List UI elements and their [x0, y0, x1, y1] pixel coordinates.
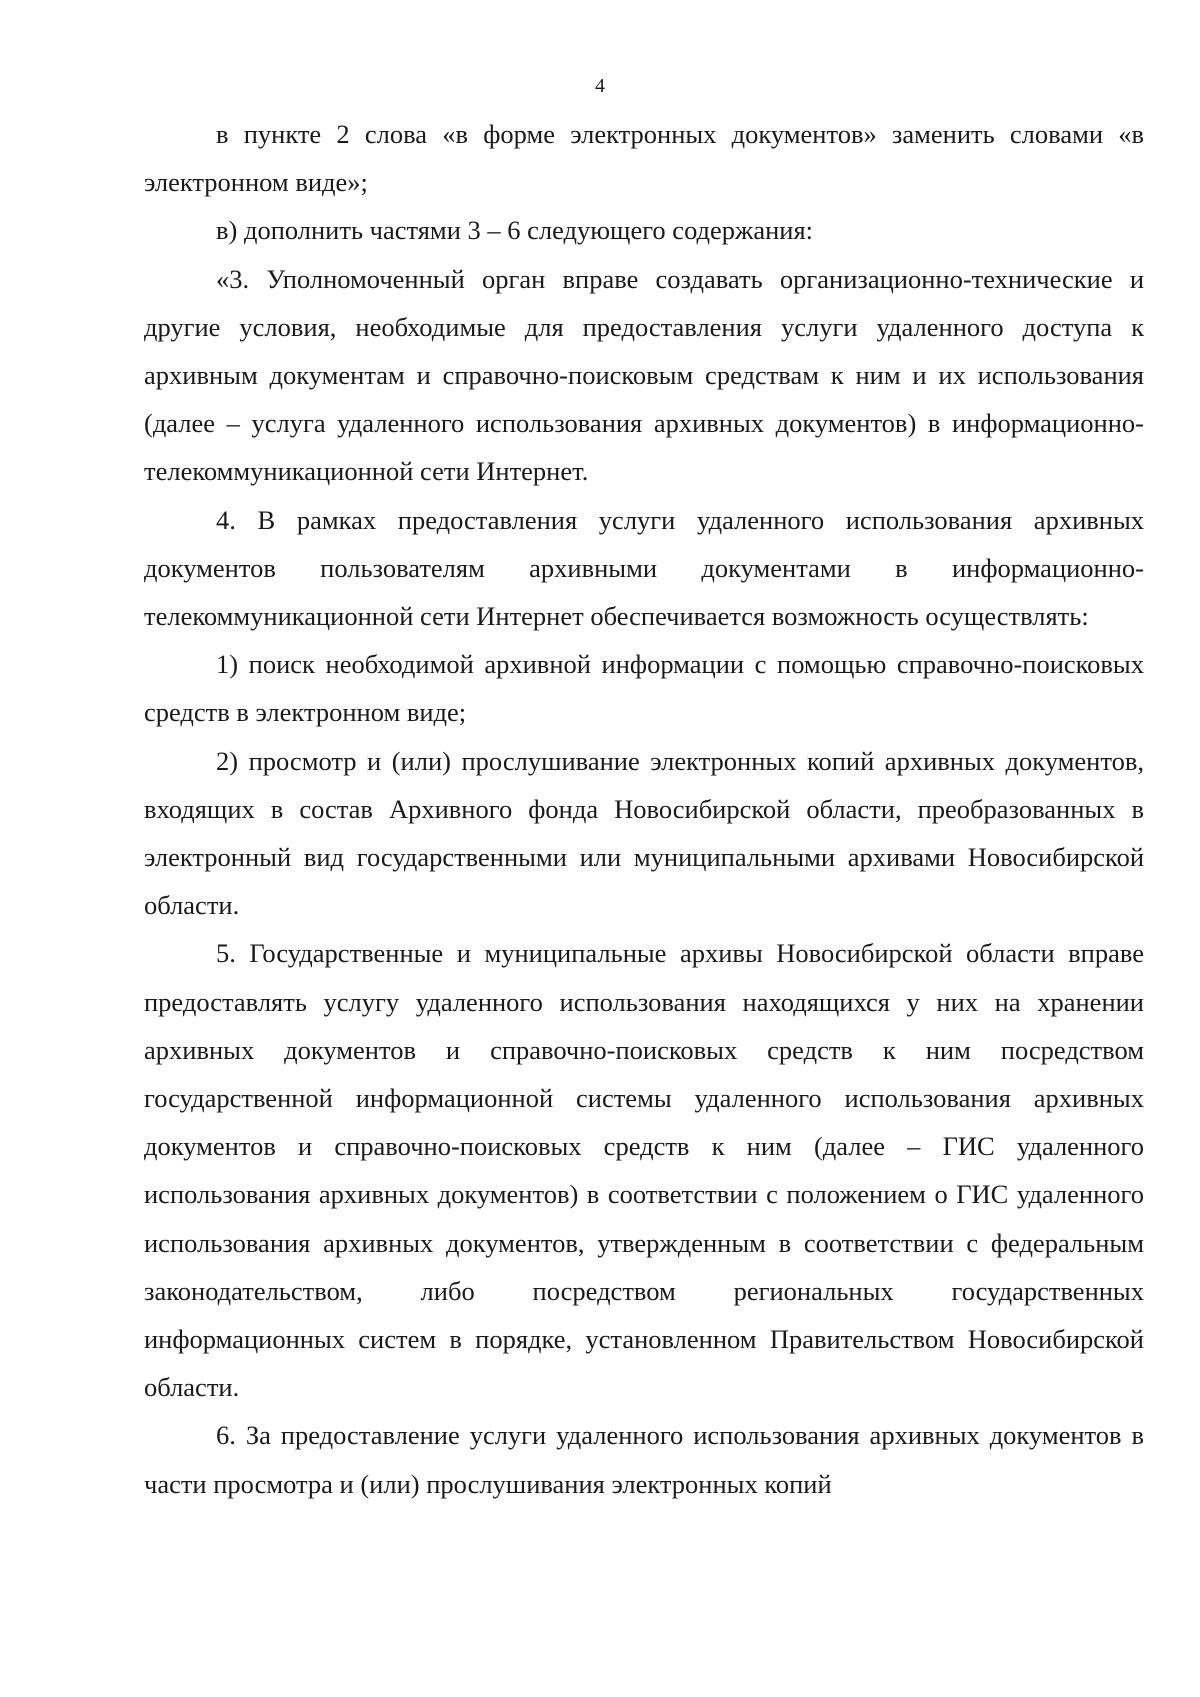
page-number: 4 — [595, 75, 605, 97]
paragraph-item-v-supplement: в) дополнить частями 3 – 6 следующего содержания: — [216, 215, 814, 246]
paragraph-part-4: 4. В рамках предоставления услуги удаленного использования архивных документов пользователям архивными документами в информационно-телекоммуникационной сети Интернет обеспечивается возможность осуществлять: — [144, 504, 1144, 632]
paragraph-part-5: 5. Государственные и муниципальные архивы Новосибирской области вправе предоставлять услугу удаленного использования находящихся у них на хранении архивных документов и справочно-поисковых средств к ним посредством государственной информационной системы удаленного использования архивных документов и справочно-поисковых средств к ним (далее – ГИС удаленного использования архивных документов) в соответствии с положением о ГИС удаленного использования архивных документов, утвержденным в соответствии с федеральным законодательством, либо посредством региональных государственных информационных систем в порядке, установленном Правительством Новосибирской области. — [144, 938, 1144, 1403]
paragraph-item-2-amendment: в пункте 2 слова «в форме электронных документов» заменить словами «в электронном виде»; — [144, 119, 1144, 198]
document-body — [144, 110, 1144, 1508]
paragraph-part-4-item-2: 2) просмотр и (или) прослушивание электронных копий архивных документов, входящих в состав Архивного фонда Новосибирской области, преобразованных в электронный вид государственными или муниципальными архивами Новосибирской области. — [144, 745, 1144, 921]
paragraph-part-3: «3. Уполномоченный орган вправе создавать организационно-технические и другие условия, необходимые для предоставления услуги удаленного доступа к архивным документам и справочно-поисковым средствам к ним и их использования (далее – услуга удаленного использования архивных документов) в информационно-телекоммуникационной сети Интернет. — [144, 263, 1144, 487]
paragraph-part-4-item-1: 1) поиск необходимой архивной информации с помощью справочно-поисковых средств в электронном виде; — [144, 649, 1144, 728]
paragraph-part-6: 6. За предоставление услуги удаленного использования архивных документов в части просмотра и (или) прослушивания электронных копий — [144, 1420, 1144, 1499]
